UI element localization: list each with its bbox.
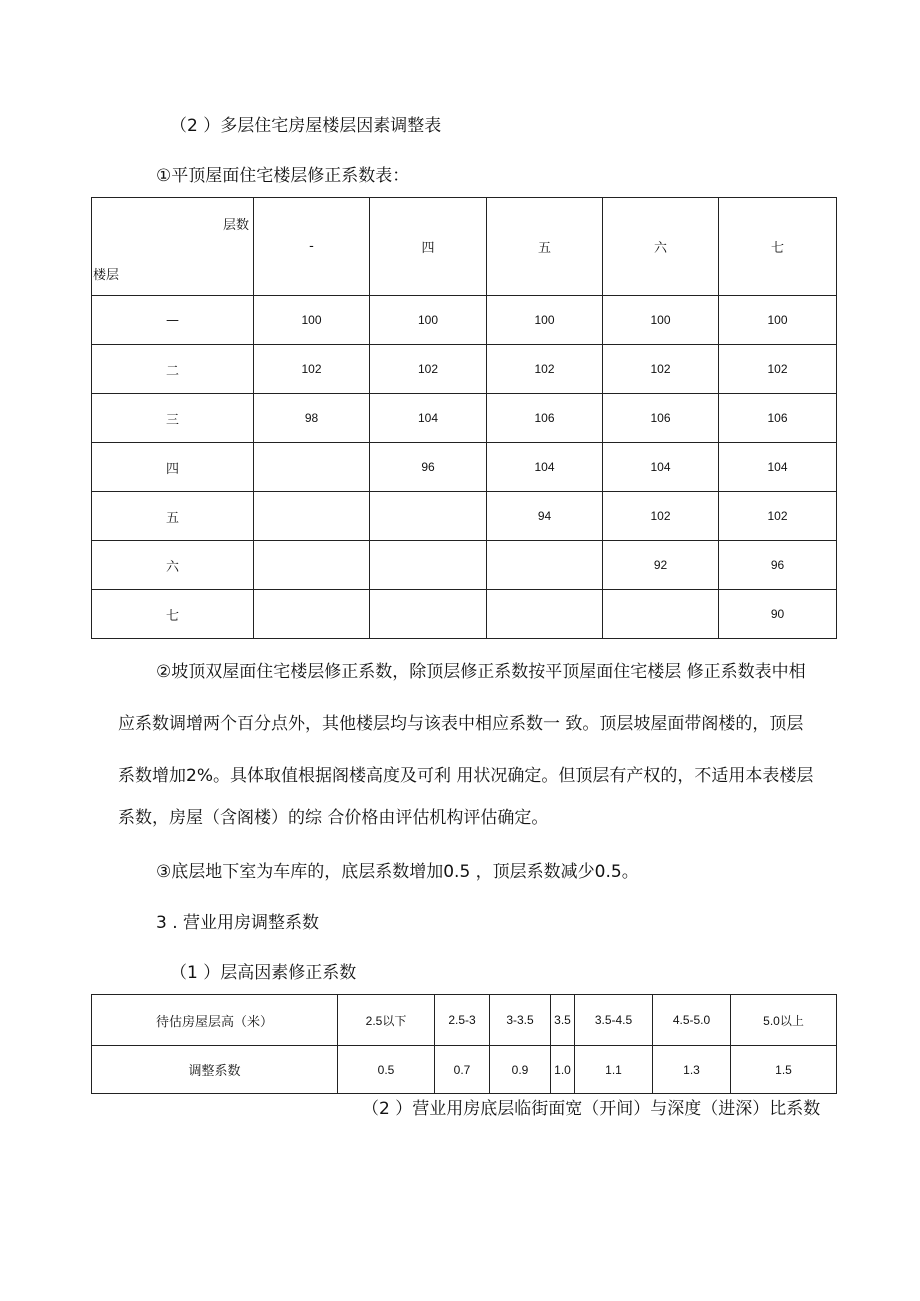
table-cell	[254, 443, 370, 492]
table-cell	[370, 492, 487, 541]
column-header: 七	[719, 198, 837, 296]
table-cell: 106	[487, 394, 603, 443]
column-header: 五	[487, 198, 603, 296]
table-cell: 104	[487, 443, 603, 492]
table-row	[92, 394, 837, 443]
table-cell: 104	[719, 443, 837, 492]
table-cell: 100	[603, 296, 719, 345]
table-cell: 3.5-4.5	[575, 995, 653, 1046]
table-row	[92, 492, 837, 541]
paragraph-sloped-roof-line-3: 系数增加2%。具体取值根据阁楼高度及可利 用状况确定。但顶层有产权的，不适用本表楼层	[118, 766, 814, 786]
table-cell: 1.3	[653, 1046, 731, 1094]
table-cell: 2.5-3	[435, 995, 490, 1046]
table-cell: 102	[603, 492, 719, 541]
table-cell: 4.5-5.0	[653, 995, 731, 1046]
row-label: 四	[92, 443, 254, 492]
table-cell: 3-3.5	[490, 995, 551, 1046]
table-cell: 100	[487, 296, 603, 345]
table-cell: 106	[719, 394, 837, 443]
section-heading-commercial: 3 . 营业用房调整系数	[156, 913, 320, 933]
table-cell: 104	[370, 394, 487, 443]
table-cell: 90	[719, 590, 837, 639]
column-header: 六	[603, 198, 719, 296]
table-cell: 104	[603, 443, 719, 492]
table-row	[92, 296, 837, 345]
corner-storeys-label: 层数	[222, 218, 249, 233]
table-cell	[370, 590, 487, 639]
row-label: 五	[92, 492, 254, 541]
table-cell	[603, 590, 719, 639]
table-cell: 102	[254, 345, 370, 394]
heading-storey-height-factor: （1 ）层高因素修正系数	[170, 963, 357, 983]
table-cell: 96	[719, 541, 837, 590]
storey-height-coefficient-table	[91, 994, 837, 1094]
table-corner-cell	[92, 198, 254, 296]
table-cell: 0.5	[338, 1046, 435, 1094]
table-row	[92, 345, 837, 394]
table-cell: 5.0以上	[731, 995, 837, 1046]
table-row	[92, 995, 837, 1046]
table-cell: 106	[603, 394, 719, 443]
table-cell: 96	[370, 443, 487, 492]
table-cell: 102	[719, 345, 837, 394]
table-cell: 102	[603, 345, 719, 394]
table-cell: 1.1	[575, 1046, 653, 1094]
table-row	[92, 443, 837, 492]
table-cell: 0.9	[490, 1046, 551, 1094]
flat-roof-floor-coefficient-table	[91, 197, 837, 639]
table-cell: 2.5以下	[338, 995, 435, 1046]
paragraph-sloped-roof-line-1: ②坡顶双屋面住宅楼层修正系数，除顶层修正系数按平顶屋面住宅楼层 修正系数表中相	[156, 662, 806, 682]
column-header: -	[254, 198, 370, 296]
table-cell: 100	[719, 296, 837, 345]
row-label: —	[92, 296, 254, 345]
table-cell: 0.7	[435, 1046, 490, 1094]
table-cell: 102	[719, 492, 837, 541]
table-cell	[487, 541, 603, 590]
paragraph-sloped-roof-line-2: 应系数调增两个百分点外，其他楼层均与该表中相应系数一 致。顶层坡屋面带阁楼的，顶层	[118, 714, 804, 734]
column-header: 四	[370, 198, 487, 296]
table-cell	[370, 541, 487, 590]
paragraph-basement-garage: ③底层地下室为车库的，底层系数增加0.5 ，顶层系数减少0.5。	[156, 862, 639, 882]
table-cell	[254, 492, 370, 541]
table-cell: 1.0	[551, 1046, 575, 1094]
table-cell: 100	[254, 296, 370, 345]
table-cell: 3.5	[551, 995, 575, 1046]
heading-frontage-depth-ratio: （2 ）营业用房底层临街面宽（开间）与深度（进深）比系数	[362, 1099, 821, 1119]
table-cell: 1.5	[731, 1046, 837, 1094]
heading-flat-roof-table: ①平顶屋面住宅楼层修正系数表：	[156, 166, 410, 186]
table-cell: 100	[370, 296, 487, 345]
table-row	[92, 1046, 837, 1094]
table-cell	[254, 541, 370, 590]
table-cell: 98	[254, 394, 370, 443]
row-label: 二	[92, 345, 254, 394]
table-cell	[254, 590, 370, 639]
table-row	[92, 590, 837, 639]
table-cell	[487, 590, 603, 639]
paragraph-sloped-roof-line-4: 系数，房屋（含阁楼）的综 合价格由评估机构评估确定。	[118, 808, 549, 828]
corner-floor-label: 楼层	[93, 268, 120, 283]
row-label: 六	[92, 541, 254, 590]
row-label: 待估房屋层高（米）	[92, 995, 338, 1046]
row-label: 调整系数	[92, 1046, 338, 1094]
heading-floor-factor-table: （2 ）多层住宅房屋楼层因素调整表	[170, 116, 442, 136]
row-label: 三	[92, 394, 254, 443]
table-cell: 94	[487, 492, 603, 541]
table-cell: 102	[370, 345, 487, 394]
row-label: 七	[92, 590, 254, 639]
table-cell: 92	[603, 541, 719, 590]
table-row	[92, 541, 837, 590]
table-cell: 102	[487, 345, 603, 394]
